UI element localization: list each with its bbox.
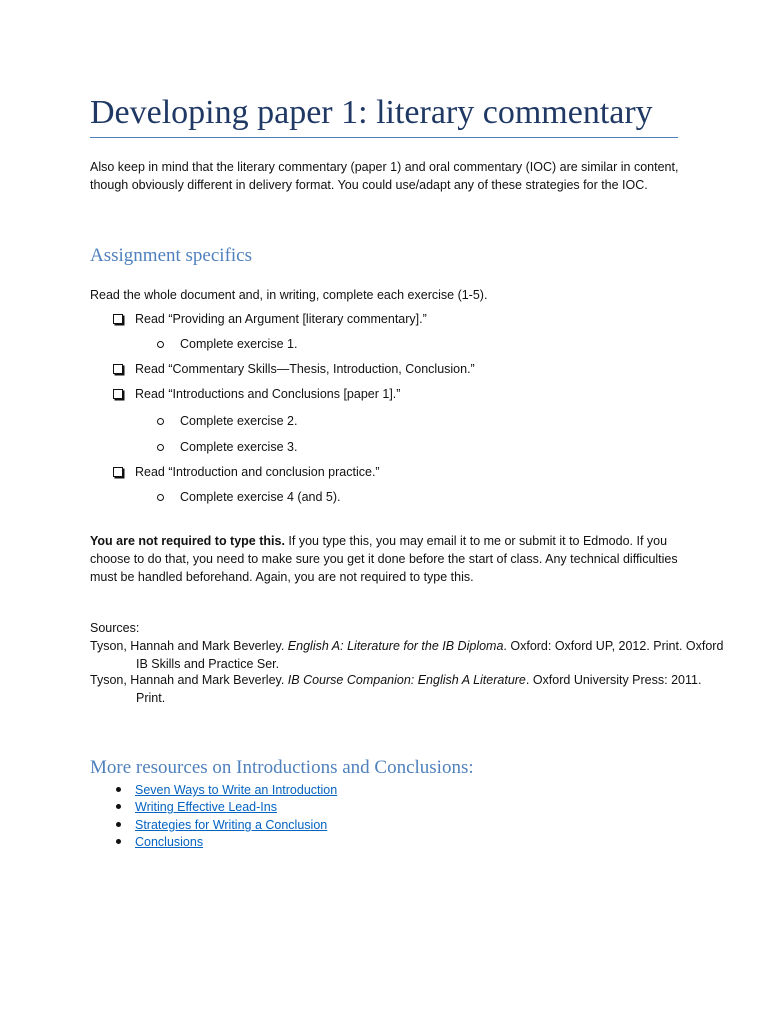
typing-note [90, 532, 680, 586]
source-authors: Tyson, Hannah and Mark Beverley. [90, 639, 288, 653]
resource-link[interactable]: Writing Effective Lead-Ins [135, 800, 277, 814]
exercise-item: Complete exercise 2. [180, 414, 298, 428]
checkbox-icon[interactable] [113, 389, 123, 399]
intro-paragraph: Also keep in mind that the literary commentary (paper 1) and oral commentary (IOC) are similar in content, though obviously different in delivery format. You could use/adapt any of these strategies for the IOC. [90, 160, 679, 192]
exercise-item: Complete exercise 1. [180, 337, 298, 351]
bullet-icon [116, 787, 121, 792]
checkbox-icon[interactable] [113, 467, 123, 477]
bullet-icon [116, 804, 121, 809]
typing-note-bold: You are not required to type this. [90, 534, 285, 548]
source-title: English A: Literature for the IB Diploma [287, 639, 504, 653]
page-title: Developing paper 1: literary commentary [90, 94, 653, 131]
assignment-heading: Assignment specifics [90, 245, 253, 266]
circle-bullet-icon [157, 341, 164, 348]
checkbox-icon[interactable] [113, 314, 123, 324]
circle-bullet-icon [157, 418, 164, 425]
circle-bullet-icon [157, 444, 164, 451]
resource-link[interactable]: Conclusions [135, 835, 204, 849]
read-item: Read “Introductions and Conclusions [paper 1].” [135, 387, 401, 401]
source-entry [90, 637, 726, 673]
read-item: Read “Introduction and conclusion practice.” [135, 465, 380, 479]
source-publication: . Oxford: Oxford UP, 2012. Print. Oxford IB Skills and Practice Ser. [136, 639, 724, 671]
typing-note-rest: If you type this, you may email it to me or submit it to Edmodo. If you choose to do that, you need to make sure you get it done before the start of class. Any technical difficulties must be handled beforehand. Again, you are not required to type this. [90, 534, 678, 584]
circle-bullet-icon [157, 494, 164, 501]
resource-link[interactable]: Strategies for Writing a Conclusion [135, 818, 328, 832]
resources-heading: More resources on Introductions and Conclusions: [90, 757, 474, 778]
source-publication: . Oxford University Press: 2011. Print. [136, 673, 702, 705]
source-authors: Tyson, Hannah and Mark Beverley. [90, 673, 288, 687]
read-item: Read “Commentary Skills—Thesis, Introduction, Conclusion.” [135, 362, 475, 376]
checkbox-icon[interactable] [113, 364, 123, 374]
resource-link[interactable]: Seven Ways to Write an Introduction [135, 783, 338, 797]
exercise-item: Complete exercise 3. [180, 440, 298, 454]
source-entry [90, 671, 726, 707]
exercise-item: Complete exercise 4 (and 5). [180, 490, 341, 504]
bullet-icon [116, 839, 121, 844]
bullet-icon [116, 822, 121, 827]
read-item: Read “Providing an Argument [literary commentary].” [135, 312, 427, 326]
assignment-lead: Read the whole document and, in writing, complete each exercise (1-5). [90, 288, 488, 302]
source-title: IB Course Companion: English A Literature [287, 673, 526, 687]
title-underline [90, 137, 678, 138]
sources-label: Sources: [90, 621, 140, 635]
